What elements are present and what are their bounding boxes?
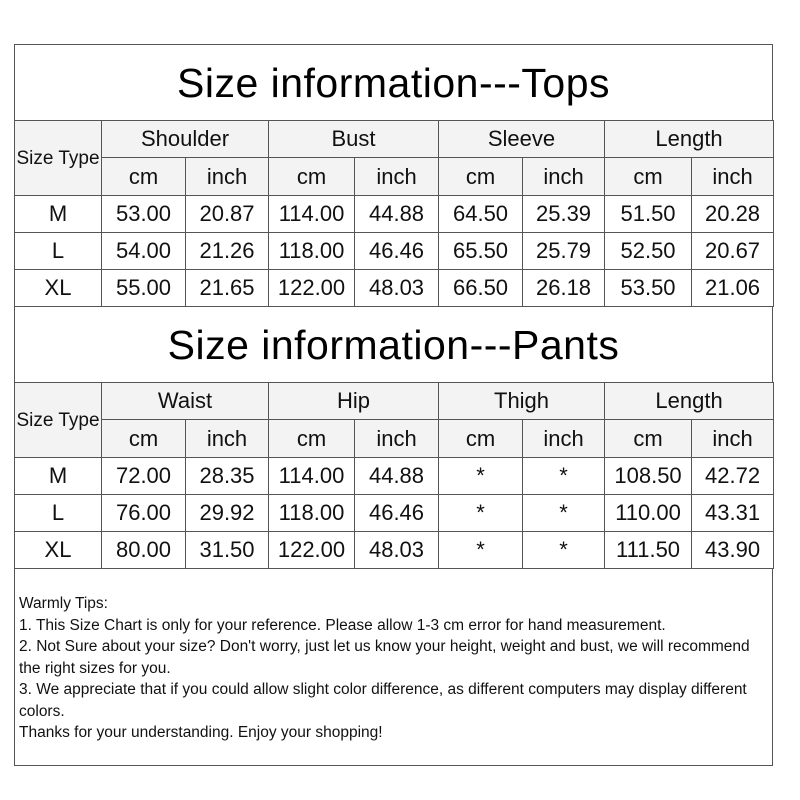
tops-unit-header-row <box>15 158 774 196</box>
unit-header: inch <box>523 420 605 458</box>
group-header-length: Length <box>605 383 774 420</box>
table-cell: 29.92 <box>186 495 269 532</box>
group-header-length: Length <box>605 121 774 158</box>
table-row <box>15 233 774 270</box>
unit-header: inch <box>692 158 774 196</box>
table-cell: 43.31 <box>692 495 774 532</box>
table-cell: 44.88 <box>355 196 439 233</box>
tips-heading: Warmly Tips: <box>19 595 108 612</box>
size-label: M <box>15 458 102 495</box>
table-cell: 118.00 <box>269 495 355 532</box>
unit-header: inch <box>523 158 605 196</box>
table-cell: 25.79 <box>523 233 605 270</box>
group-header-hip: Hip <box>269 383 439 420</box>
table-cell: 46.46 <box>355 233 439 270</box>
table-cell: 53.50 <box>605 270 692 307</box>
table-cell: 21.06 <box>692 270 774 307</box>
size-label: XL <box>15 270 102 307</box>
table-cell: 114.00 <box>269 196 355 233</box>
unit-header: cm <box>605 158 692 196</box>
unit-header: cm <box>269 158 355 196</box>
table-row <box>15 495 774 532</box>
group-header-sleeve: Sleeve <box>439 121 605 158</box>
unit-header: inch <box>355 158 439 196</box>
pants-table <box>14 382 774 569</box>
table-cell: 108.50 <box>605 458 692 495</box>
table-cell: 20.67 <box>692 233 774 270</box>
table-cell: 55.00 <box>102 270 186 307</box>
table-cell: 21.26 <box>186 233 269 270</box>
table-cell: 20.28 <box>692 196 774 233</box>
table-cell: 52.50 <box>605 233 692 270</box>
unit-header: cm <box>439 158 523 196</box>
unit-header: cm <box>102 420 186 458</box>
tips-closing: Thanks for your understanding. Enjoy your shopping! <box>19 724 383 741</box>
table-cell: 80.00 <box>102 532 186 569</box>
unit-header: cm <box>269 420 355 458</box>
table-cell: * <box>523 458 605 495</box>
tops-group-header-row <box>15 121 774 158</box>
tops-title: Size information---Tops <box>176 60 611 106</box>
table-cell: * <box>439 532 523 569</box>
table-cell: 26.18 <box>523 270 605 307</box>
table-cell: 114.00 <box>269 458 355 495</box>
table-cell: 25.39 <box>523 196 605 233</box>
unit-header: cm <box>102 158 186 196</box>
table-cell: 54.00 <box>102 233 186 270</box>
unit-header: inch <box>186 158 269 196</box>
table-cell: 21.65 <box>186 270 269 307</box>
table-cell: 53.00 <box>102 196 186 233</box>
table-cell: 111.50 <box>605 532 692 569</box>
table-cell: 31.50 <box>186 532 269 569</box>
table-cell: 118.00 <box>269 233 355 270</box>
size-type-header: Size Type <box>15 383 102 458</box>
tops-table <box>14 120 774 307</box>
pants-unit-header-row <box>15 420 774 458</box>
size-chart <box>14 44 773 766</box>
table-row <box>15 196 774 233</box>
size-label: M <box>15 196 102 233</box>
table-row <box>15 270 774 307</box>
tip-item: 3. We appreciate that if you could allow slight color difference, as different computers may display different colors. <box>19 681 747 720</box>
table-cell: 51.50 <box>605 196 692 233</box>
table-cell: 65.50 <box>439 233 523 270</box>
table-cell: * <box>439 495 523 532</box>
table-row <box>15 532 774 569</box>
table-cell: 44.88 <box>355 458 439 495</box>
table-cell: * <box>439 458 523 495</box>
table-cell: 110.00 <box>605 495 692 532</box>
unit-header: inch <box>355 420 439 458</box>
table-row <box>15 458 774 495</box>
table-cell: 28.35 <box>186 458 269 495</box>
tip-item: 2. Not Sure about your size? Don't worry, just let us know your height, weight and bust, we will recommend the right sizes for you. <box>19 638 750 677</box>
table-cell: * <box>523 495 605 532</box>
group-header-shoulder: Shoulder <box>102 121 269 158</box>
group-header-bust: Bust <box>269 121 439 158</box>
table-cell: 76.00 <box>102 495 186 532</box>
size-label: XL <box>15 532 102 569</box>
table-cell: * <box>523 532 605 569</box>
table-cell: 46.46 <box>355 495 439 532</box>
table-cell: 64.50 <box>439 196 523 233</box>
size-label: L <box>15 495 102 532</box>
unit-header: cm <box>605 420 692 458</box>
group-header-thigh: Thigh <box>439 383 605 420</box>
table-cell: 122.00 <box>269 270 355 307</box>
warmly-tips <box>19 593 764 744</box>
pants-title: Size information---Pants <box>167 322 620 368</box>
table-cell: 48.03 <box>355 270 439 307</box>
table-cell: 20.87 <box>186 196 269 233</box>
unit-header: cm <box>439 420 523 458</box>
table-cell: 72.00 <box>102 458 186 495</box>
table-cell: 48.03 <box>355 532 439 569</box>
size-label: L <box>15 233 102 270</box>
unit-header: inch <box>186 420 269 458</box>
table-cell: 42.72 <box>692 458 774 495</box>
size-type-header: Size Type <box>15 121 102 196</box>
tip-item: 1. This Size Chart is only for your reference. Please allow 1-3 cm error for hand measurement. <box>19 616 666 634</box>
pants-group-header-row <box>15 383 774 420</box>
unit-header: inch <box>692 420 774 458</box>
table-cell: 66.50 <box>439 270 523 307</box>
group-header-waist: Waist <box>102 383 269 420</box>
table-cell: 43.90 <box>692 532 774 569</box>
table-cell: 122.00 <box>269 532 355 569</box>
